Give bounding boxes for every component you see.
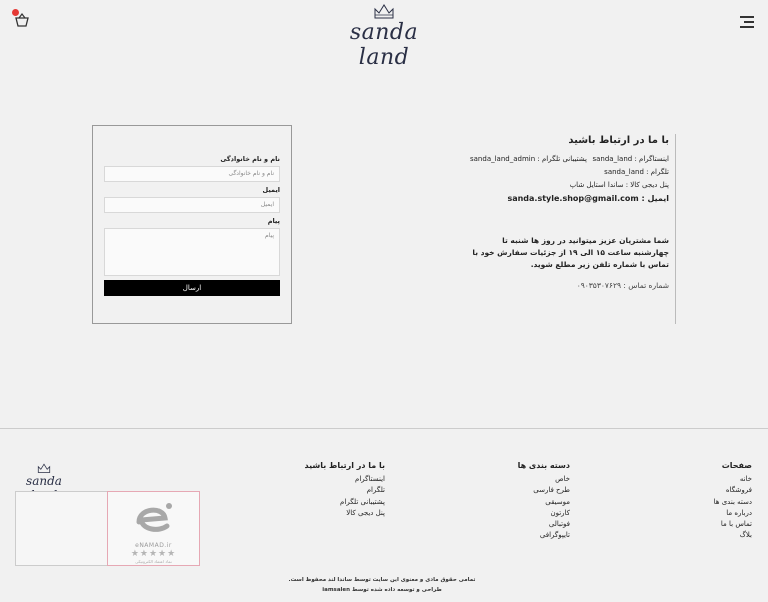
enamad-stars-icon: ★★★★★ [130,549,177,559]
footer-cat-music[interactable]: موسیقی [545,497,570,506]
hamburger-menu-icon[interactable] [740,16,754,28]
footer-link-instagram[interactable]: اینستاگرام [355,475,385,484]
submit-button[interactable]: ارسال [104,280,280,296]
footer-categories-column [475,460,570,541]
contact-info-panel [470,134,676,324]
crown-icon [37,462,51,474]
contact-title: با ما در ارتباط باشید [568,135,669,146]
footer-divider [0,428,768,429]
enamad-logo-icon [129,498,179,538]
footer-cat-typography[interactable]: تایپوگرافی [539,531,570,540]
crown-icon [373,2,395,20]
footer-link-contact[interactable]: تماس با ما [720,520,752,529]
footer-pages-title: صفحات [721,461,752,470]
contact-phone: شماره تماس : ۰۹۰۳۵۳۰۷۶۲۹ [576,281,669,290]
footer-contact-column [300,460,385,519]
telegram-support-handle[interactable]: پشتیبانی تلگرام : sanda_land_admin [470,155,587,163]
email-input[interactable]: ایمیل [104,197,280,213]
copyright-line-1: تمامی حقوق مادی و معنوی این سایت توسط ساندا لند محفوظ است. [288,577,476,583]
contact-form [92,125,292,324]
footer-link-telegram[interactable]: تلگرام [366,486,385,495]
footer-cat-football[interactable]: فوتبالی [548,520,570,529]
name-input[interactable]: نام و نام خانوادگی [104,166,280,182]
footer-categories-title: دسته بندی ها [517,461,570,470]
telegram-handle[interactable]: تلگرام : sanda_land [604,168,669,176]
name-label: نام و نام خانوادگی [220,155,280,163]
footer-link-digikala[interactable]: پنل دیجی کالا [346,508,385,517]
footer-brand-name: sanda [26,474,62,488]
contact-email[interactable]: ایمیل : sanda.style.shop@gmail.com [507,194,669,203]
brand-name: sanda land [349,20,419,70]
instagram-handle[interactable]: اینستاگرام : sanda_land [592,155,669,163]
enamad-badge[interactable] [107,491,200,566]
message-textarea[interactable]: پیام [104,228,280,276]
footer-contact-title: با ما در ارتباط باشید [304,461,385,470]
site-logo[interactable] [330,2,438,70]
footer-cat-special[interactable]: خاص [555,475,570,484]
footer-cat-persian[interactable]: طرح فارسی [533,486,570,495]
digikala-panel[interactable]: پنل دیجی کالا : ساندا استایل شاپ [569,181,669,189]
enamad-subtitle: نماد اعتماد الکترونیکی [135,559,172,564]
footer-cat-cartoon[interactable]: کارتون [550,508,570,517]
email-label: ایمیل [262,186,280,194]
copyright [282,575,482,595]
footer-link-about[interactable]: درباره ما [726,508,752,517]
cart-count-badge [12,9,19,16]
footer-link-categories[interactable]: دسته بندی ها [713,497,752,506]
trust-badge-placeholder [15,491,108,566]
message-label: پیام [267,217,280,225]
enamad-name: eNAMAD.ir [135,542,172,549]
footer-link-shop[interactable]: فروشگاه [725,486,752,495]
footer-link-blog[interactable]: بلاگ [739,531,752,540]
contact-notice: شما مشتریان عزیز میتوانید در روز ها شنبه تا چهارشنبه ساعت ۱۵ الی ۱۹ از جزئیات سفارش خود با تماس با شماره تلفن زیر مطلع شوید. [472,236,669,269]
shopping-basket-icon[interactable] [14,12,30,28]
site-header [0,0,768,70]
copyright-line-2: طراحی و توسعه داده شده توسط iamsalen [322,587,442,593]
footer-link-telegram-support[interactable]: پشتیبانی تلگرام [340,497,385,506]
footer-link-home[interactable]: خانه [739,475,752,484]
footer-pages-column [662,460,752,541]
